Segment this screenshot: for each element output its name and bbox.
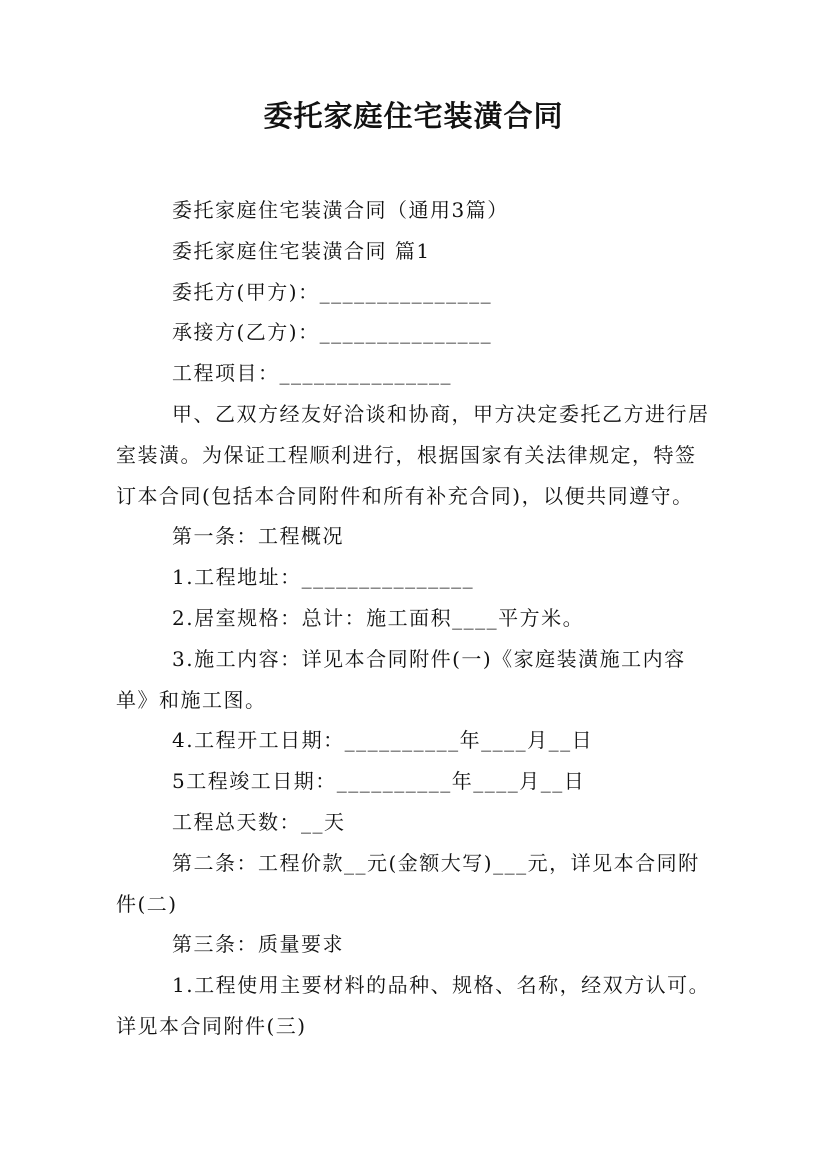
paragraph-part-heading: 委托家庭住宅装潢合同 篇1 <box>172 238 431 263</box>
paragraph-spec: 2.居室规格：总计：施工面积____平方米。 <box>172 605 585 630</box>
paragraph-preamble: 甲、乙双方经友好洽谈和协商，甲方决定委托乙方进行居室装潢。为保证工程顺利进行，根据国家有关法律规定，特签订本合同(包括本合同附件和所有补充合同)，以便共同遵守。 <box>116 401 710 508</box>
paragraph-end-date: 5工程竣工日期：__________年____月__日 <box>172 769 586 794</box>
paragraph-start-date: 4.工程开工日期：__________年____月__日 <box>172 728 594 753</box>
paragraph-article-1: 第一条：工程概况 <box>172 524 344 549</box>
paragraph-party-b: 承接方(乙方)：_______________ <box>172 320 493 345</box>
document-title: 委托家庭住宅装潢合同 <box>263 99 564 133</box>
paragraph-project: 工程项目：_______________ <box>172 361 452 386</box>
paragraph-party-a: 委托方(甲方)：_______________ <box>172 279 493 304</box>
paragraph-content: 3.施工内容：详见本合同附件(一)《家庭装潢施工内容单》和施工图。 <box>116 646 686 712</box>
paragraph-address: 1.工程地址：_______________ <box>172 565 475 590</box>
paragraph-materials: 1.工程使用主要材料的品种、规格、名称，经双方认可。详见本合同附件(三) <box>116 973 711 1038</box>
document-body <box>116 190 716 1047</box>
paragraph-article-3: 第三条：质量要求 <box>172 932 344 957</box>
paragraph-total-days: 工程总天数：__天 <box>172 809 346 834</box>
paragraph-subtitle: 委托家庭住宅装潢合同（通用3篇） <box>172 198 509 222</box>
paragraph-article-2: 第二条：工程价款__元(金额大写)___元，详见本合同附件(二) <box>116 850 700 916</box>
